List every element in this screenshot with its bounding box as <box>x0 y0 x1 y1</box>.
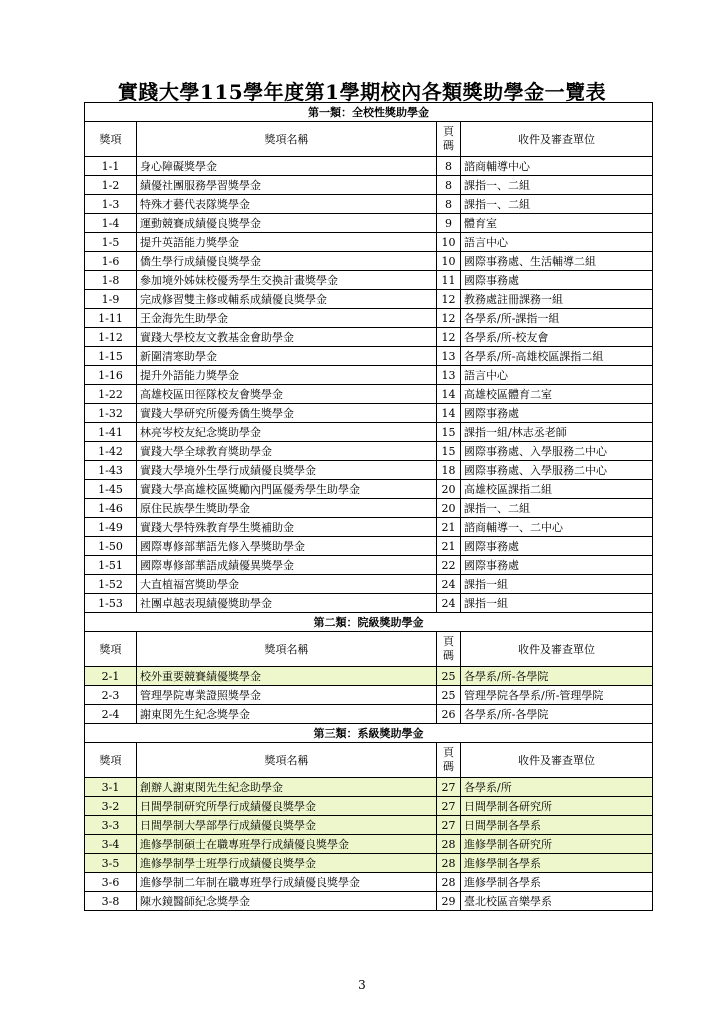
award-page: 24 <box>437 594 461 613</box>
section-title-row <box>85 613 653 632</box>
award-page: 21 <box>437 518 461 537</box>
award-page: 20 <box>437 480 461 499</box>
award-name: 新圍清寒助學金 <box>137 347 437 366</box>
award-page: 12 <box>437 290 461 309</box>
table-row <box>85 854 653 873</box>
award-unit: 諮商輔導中心 <box>461 157 653 176</box>
award-code: 1-12 <box>85 328 137 347</box>
award-page: 14 <box>437 404 461 423</box>
award-unit: 國際事務處、入學服務二中心 <box>461 461 653 480</box>
award-name: 實踐大學特殊教育學生獎補助金 <box>137 518 437 537</box>
award-page: 14 <box>437 385 461 404</box>
header-unit: 收件及審查單位 <box>461 122 653 157</box>
award-name: 高雄校區田徑隊校友會獎學金 <box>137 385 437 404</box>
table-row <box>85 686 653 705</box>
award-name: 國際專修部華語先修入學獎助學金 <box>137 537 437 556</box>
award-page: 15 <box>437 442 461 461</box>
award-name: 實踐大學校友文教基金會助學金 <box>137 328 437 347</box>
award-unit: 各學系/所-課指一組 <box>461 309 653 328</box>
award-code: 3-2 <box>85 797 137 816</box>
table-row <box>85 556 653 575</box>
award-name: 創辦人謝東閔先生紀念助學金 <box>137 778 437 797</box>
award-name: 校外重要競賽績優獎學金 <box>137 667 437 686</box>
table-row <box>85 667 653 686</box>
award-page: 11 <box>437 271 461 290</box>
award-name: 王金海先生助學金 <box>137 309 437 328</box>
header-unit: 收件及審查單位 <box>461 743 653 778</box>
table-row <box>85 309 653 328</box>
award-unit: 管理學院各學系/所-管理學院 <box>461 686 653 705</box>
table-row <box>85 176 653 195</box>
award-page: 25 <box>437 667 461 686</box>
header-name: 獎項名稱 <box>137 122 437 157</box>
table-row <box>85 480 653 499</box>
award-page: 13 <box>437 366 461 385</box>
table-row <box>85 195 653 214</box>
award-name: 實踐大學全球教育獎助學金 <box>137 442 437 461</box>
award-code: 3-1 <box>85 778 137 797</box>
award-unit: 國際事務處 <box>461 556 653 575</box>
award-code: 1-8 <box>85 271 137 290</box>
award-unit: 臺北校區音樂學系 <box>461 892 653 911</box>
award-code: 1-46 <box>85 499 137 518</box>
header-row <box>85 743 653 778</box>
award-code: 1-2 <box>85 176 137 195</box>
award-code: 3-3 <box>85 816 137 835</box>
award-code: 2-4 <box>85 705 137 724</box>
header-name: 獎項名稱 <box>137 632 437 667</box>
award-page: 10 <box>437 233 461 252</box>
award-code: 3-5 <box>85 854 137 873</box>
award-unit: 進修學制各學系 <box>461 854 653 873</box>
table-row <box>85 214 653 233</box>
award-unit: 各學系/所-各學院 <box>461 667 653 686</box>
table-row <box>85 423 653 442</box>
award-name: 進修學制碩士在職專班學行成績優良獎學金 <box>137 835 437 854</box>
award-code: 1-45 <box>85 480 137 499</box>
award-page: 26 <box>437 705 461 724</box>
table-body <box>85 103 653 911</box>
award-page: 12 <box>437 309 461 328</box>
section-title-row <box>85 724 653 743</box>
award-name: 日間學制大學部學行成績優良獎學金 <box>137 816 437 835</box>
award-name: 實踐大學高雄校區獎勵內門區優秀學生助學金 <box>137 480 437 499</box>
award-page: 28 <box>437 835 461 854</box>
award-code: 1-51 <box>85 556 137 575</box>
award-page: 9 <box>437 214 461 233</box>
award-page: 18 <box>437 461 461 480</box>
award-code: 1-50 <box>85 537 137 556</box>
header-code: 獎項 <box>85 632 137 667</box>
award-page: 27 <box>437 778 461 797</box>
award-page: 12 <box>437 328 461 347</box>
award-page: 27 <box>437 797 461 816</box>
award-code: 1-6 <box>85 252 137 271</box>
award-page: 28 <box>437 873 461 892</box>
table-row <box>85 537 653 556</box>
table-row <box>85 290 653 309</box>
award-page: 20 <box>437 499 461 518</box>
table-row <box>85 778 653 797</box>
table-row <box>85 385 653 404</box>
award-page: 8 <box>437 157 461 176</box>
section-title-row <box>85 103 653 122</box>
table-row <box>85 404 653 423</box>
header-row <box>85 632 653 667</box>
award-unit: 高雄校區課指二組 <box>461 480 653 499</box>
award-code: 1-5 <box>85 233 137 252</box>
section-title: 第三類：系級獎助學金 <box>85 724 653 743</box>
table-row <box>85 252 653 271</box>
award-code: 1-41 <box>85 423 137 442</box>
table-row <box>85 461 653 480</box>
table-row <box>85 873 653 892</box>
header-name: 獎項名稱 <box>137 743 437 778</box>
award-code: 1-22 <box>85 385 137 404</box>
award-code: 1-16 <box>85 366 137 385</box>
award-unit: 國際事務處、生活輔導二組 <box>461 252 653 271</box>
award-name: 國際專修部華語成績優異獎學金 <box>137 556 437 575</box>
scholarship-table <box>84 102 653 911</box>
award-page: 22 <box>437 556 461 575</box>
table-row <box>85 835 653 854</box>
award-unit: 各學系/所-各學院 <box>461 705 653 724</box>
award-name: 陳水鏡醫師紀念獎學金 <box>137 892 437 911</box>
award-name: 提升外語能力獎學金 <box>137 366 437 385</box>
header-page: 頁 碼 <box>437 122 461 157</box>
award-name: 僑生學行成績優良獎學金 <box>137 252 437 271</box>
award-name: 大直植福宮獎助學金 <box>137 575 437 594</box>
table-row <box>85 892 653 911</box>
table-row <box>85 347 653 366</box>
table-row <box>85 705 653 724</box>
table-row <box>85 157 653 176</box>
award-code: 1-53 <box>85 594 137 613</box>
award-unit: 各學系/所-高雄校區課指二組 <box>461 347 653 366</box>
table-row <box>85 518 653 537</box>
award-name: 進修學制學士班學行成績優良獎學金 <box>137 854 437 873</box>
award-name: 管理學院專業證照獎學金 <box>137 686 437 705</box>
award-code: 3-8 <box>85 892 137 911</box>
award-page: 28 <box>437 854 461 873</box>
award-code: 3-6 <box>85 873 137 892</box>
table-row <box>85 816 653 835</box>
award-unit: 課指一組 <box>461 575 653 594</box>
award-page: 25 <box>437 686 461 705</box>
award-code: 2-3 <box>85 686 137 705</box>
award-unit: 各學系/所-校友會 <box>461 328 653 347</box>
award-name: 提升英語能力獎學金 <box>137 233 437 252</box>
header-code: 獎項 <box>85 743 137 778</box>
table-row <box>85 797 653 816</box>
page-number: 3 <box>358 978 366 992</box>
section-title: 第一類：全校性獎助學金 <box>85 103 653 122</box>
award-code: 1-11 <box>85 309 137 328</box>
document-title: 實踐大學115學年度第1學期校內各類獎助學金一覽表 <box>117 80 607 104</box>
award-unit: 課指一、二組 <box>461 195 653 214</box>
award-unit: 課指一、二組 <box>461 176 653 195</box>
award-name: 特殊才藝代表隊獎學金 <box>137 195 437 214</box>
award-page: 15 <box>437 423 461 442</box>
award-page: 13 <box>437 347 461 366</box>
header-page: 頁 碼 <box>437 632 461 667</box>
award-name: 原住民族學生獎助學金 <box>137 499 437 518</box>
table-row <box>85 442 653 461</box>
table-row <box>85 575 653 594</box>
section-title: 第二類：院級獎助學金 <box>85 613 653 632</box>
award-page: 27 <box>437 816 461 835</box>
award-page: 8 <box>437 176 461 195</box>
table-row <box>85 233 653 252</box>
award-unit: 日間學制各研究所 <box>461 797 653 816</box>
award-name: 進修學制二年制在職專班學行成績優良獎學金 <box>137 873 437 892</box>
award-unit: 課指一、二組 <box>461 499 653 518</box>
header-unit: 收件及審查單位 <box>461 632 653 667</box>
award-page: 10 <box>437 252 461 271</box>
award-code: 1-43 <box>85 461 137 480</box>
award-code: 1-4 <box>85 214 137 233</box>
award-name: 社團卓越表現績優獎助學金 <box>137 594 437 613</box>
award-code: 1-3 <box>85 195 137 214</box>
award-name: 實踐大學研究所優秀僑生獎學金 <box>137 404 437 423</box>
table-row <box>85 271 653 290</box>
award-unit: 體育室 <box>461 214 653 233</box>
award-unit: 國際事務處 <box>461 537 653 556</box>
award-code: 1-49 <box>85 518 137 537</box>
award-unit: 日間學制各學系 <box>461 816 653 835</box>
award-code: 2-1 <box>85 667 137 686</box>
award-name: 參加境外姊妹校優秀學生交換計畫獎學金 <box>137 271 437 290</box>
award-unit: 諮商輔導一、二中心 <box>461 518 653 537</box>
award-unit: 各學系/所 <box>461 778 653 797</box>
award-name: 林亮岑校友紀念獎助學金 <box>137 423 437 442</box>
award-unit: 進修學制各研究所 <box>461 835 653 854</box>
award-code: 3-4 <box>85 835 137 854</box>
award-code: 1-9 <box>85 290 137 309</box>
award-page: 8 <box>437 195 461 214</box>
table-row <box>85 499 653 518</box>
header-row <box>85 122 653 157</box>
award-page: 29 <box>437 892 461 911</box>
award-name: 謝東閔先生紀念獎學金 <box>137 705 437 724</box>
award-name: 日間學制研究所學行成績優良獎學金 <box>137 797 437 816</box>
award-name: 身心障礙獎學金 <box>137 157 437 176</box>
award-name: 實踐大學境外生學行成績優良獎學金 <box>137 461 437 480</box>
table-row <box>85 366 653 385</box>
award-unit: 課指一組 <box>461 594 653 613</box>
award-unit: 語言中心 <box>461 233 653 252</box>
award-code: 1-52 <box>85 575 137 594</box>
award-name: 完成修習雙主修或輔系成績優良獎學金 <box>137 290 437 309</box>
award-page: 24 <box>437 575 461 594</box>
header-code: 獎項 <box>85 122 137 157</box>
award-unit: 高雄校區體育二室 <box>461 385 653 404</box>
table-row <box>85 328 653 347</box>
award-unit: 進修學制各學系 <box>461 873 653 892</box>
award-page: 21 <box>437 537 461 556</box>
award-unit: 國際事務處 <box>461 404 653 423</box>
award-unit: 國際事務處 <box>461 271 653 290</box>
award-name: 績優社團服務學習獎學金 <box>137 176 437 195</box>
award-code: 1-1 <box>85 157 137 176</box>
award-code: 1-15 <box>85 347 137 366</box>
table-row <box>85 594 653 613</box>
award-code: 1-32 <box>85 404 137 423</box>
award-name: 運動競賽成績優良獎學金 <box>137 214 437 233</box>
award-unit: 教務處註冊課務一組 <box>461 290 653 309</box>
award-unit: 課指一組/林志丞老師 <box>461 423 653 442</box>
header-page: 頁 碼 <box>437 743 461 778</box>
award-code: 1-42 <box>85 442 137 461</box>
award-unit: 語言中心 <box>461 366 653 385</box>
award-unit: 國際事務處、入學服務二中心 <box>461 442 653 461</box>
